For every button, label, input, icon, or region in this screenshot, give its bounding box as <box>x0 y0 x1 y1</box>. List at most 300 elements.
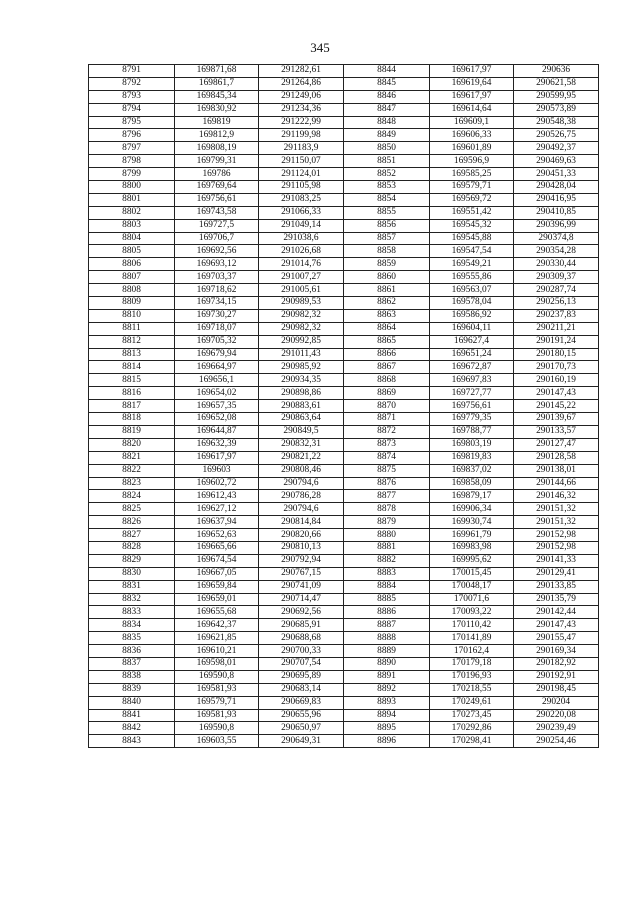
x-coordinate-cell: 169545,88 <box>430 232 514 245</box>
y-coordinate-cell: 290220,08 <box>514 709 599 722</box>
x-coordinate-cell: 170071,6 <box>430 593 514 606</box>
y-coordinate-cell: 290155,47 <box>514 632 599 645</box>
coordinates-table <box>88 64 599 748</box>
point-number-cell: 8834 <box>89 619 175 632</box>
table-row <box>89 142 599 155</box>
point-number-cell: 8875 <box>344 464 430 477</box>
table-row <box>89 529 599 542</box>
table-row <box>89 696 599 709</box>
x-coordinate-cell: 169667,05 <box>175 567 259 580</box>
x-coordinate-cell: 169812,9 <box>175 129 259 142</box>
point-number-cell: 8893 <box>344 696 430 709</box>
x-coordinate-cell: 169555,86 <box>430 271 514 284</box>
point-number-cell: 8836 <box>89 645 175 658</box>
x-coordinate-cell: 169590,8 <box>175 722 259 735</box>
table-row <box>89 567 599 580</box>
y-coordinate-cell: 291150,07 <box>259 155 344 168</box>
x-coordinate-cell: 169586,92 <box>430 309 514 322</box>
y-coordinate-cell: 290821,22 <box>259 451 344 464</box>
y-coordinate-cell: 290794,6 <box>259 503 344 516</box>
y-coordinate-cell: 290714,47 <box>259 593 344 606</box>
table-row <box>89 103 599 116</box>
x-coordinate-cell: 169819,83 <box>430 451 514 464</box>
x-coordinate-cell: 169706,7 <box>175 232 259 245</box>
x-coordinate-cell: 169837,02 <box>430 464 514 477</box>
y-coordinate-cell: 290192,91 <box>514 670 599 683</box>
point-number-cell: 8828 <box>89 541 175 554</box>
x-coordinate-cell: 169718,07 <box>175 322 259 335</box>
point-number-cell: 8886 <box>344 606 430 619</box>
x-coordinate-cell: 169727,77 <box>430 387 514 400</box>
point-number-cell: 8797 <box>89 142 175 155</box>
point-number-cell: 8837 <box>89 657 175 670</box>
y-coordinate-cell: 290849,5 <box>259 425 344 438</box>
x-coordinate-cell: 169551,42 <box>430 206 514 219</box>
y-coordinate-cell: 290133,85 <box>514 580 599 593</box>
point-number-cell: 8861 <box>344 284 430 297</box>
y-coordinate-cell: 290239,49 <box>514 722 599 735</box>
y-coordinate-cell: 290410,85 <box>514 206 599 219</box>
point-number-cell: 8813 <box>89 348 175 361</box>
y-coordinate-cell: 291014,76 <box>259 258 344 271</box>
x-coordinate-cell: 169609,1 <box>430 116 514 129</box>
point-number-cell: 8842 <box>89 722 175 735</box>
point-number-cell: 8867 <box>344 361 430 374</box>
point-number-cell: 8876 <box>344 477 430 490</box>
y-coordinate-cell: 291049,14 <box>259 219 344 232</box>
point-number-cell: 8824 <box>89 490 175 503</box>
x-coordinate-cell: 169803,19 <box>430 438 514 451</box>
y-coordinate-cell: 290685,91 <box>259 619 344 632</box>
point-number-cell: 8838 <box>89 670 175 683</box>
y-coordinate-cell: 290683,14 <box>259 683 344 696</box>
y-coordinate-cell: 290989,53 <box>259 297 344 310</box>
point-number-cell: 8866 <box>344 348 430 361</box>
point-number-cell: 8791 <box>89 65 175 78</box>
table-row <box>89 619 599 632</box>
point-number-cell: 8825 <box>89 503 175 516</box>
table-row <box>89 670 599 683</box>
x-coordinate-cell: 170273,45 <box>430 709 514 722</box>
table-row <box>89 709 599 722</box>
point-number-cell: 8858 <box>344 245 430 258</box>
point-number-cell: 8870 <box>344 400 430 413</box>
y-coordinate-cell: 290204 <box>514 696 599 709</box>
y-coordinate-cell: 290182,92 <box>514 657 599 670</box>
point-number-cell: 8891 <box>344 670 430 683</box>
point-number-cell: 8831 <box>89 580 175 593</box>
table-row <box>89 258 599 271</box>
y-coordinate-cell: 290820,66 <box>259 529 344 542</box>
x-coordinate-cell: 169756,61 <box>175 193 259 206</box>
x-coordinate-cell: 170162,4 <box>430 645 514 658</box>
point-number-cell: 8864 <box>344 322 430 335</box>
y-coordinate-cell: 290254,46 <box>514 735 599 748</box>
y-coordinate-cell: 291066,33 <box>259 206 344 219</box>
point-number-cell: 8895 <box>344 722 430 735</box>
x-coordinate-cell: 169743,58 <box>175 206 259 219</box>
y-coordinate-cell: 290832,31 <box>259 438 344 451</box>
x-coordinate-cell: 169621,85 <box>175 632 259 645</box>
y-coordinate-cell: 290416,95 <box>514 193 599 206</box>
x-coordinate-cell: 169652,08 <box>175 413 259 426</box>
point-number-cell: 8850 <box>344 142 430 155</box>
point-number-cell: 8872 <box>344 425 430 438</box>
point-number-cell: 8869 <box>344 387 430 400</box>
y-coordinate-cell: 290428,04 <box>514 181 599 194</box>
y-coordinate-cell: 290133,57 <box>514 425 599 438</box>
x-coordinate-cell: 169598,01 <box>175 657 259 670</box>
y-coordinate-cell: 290145,22 <box>514 400 599 413</box>
y-coordinate-cell: 290160,19 <box>514 374 599 387</box>
y-coordinate-cell: 290883,61 <box>259 400 344 413</box>
point-number-cell: 8846 <box>344 90 430 103</box>
point-number-cell: 8814 <box>89 361 175 374</box>
y-coordinate-cell: 291105,98 <box>259 181 344 194</box>
x-coordinate-cell: 169617,97 <box>430 90 514 103</box>
point-number-cell: 8857 <box>344 232 430 245</box>
x-coordinate-cell: 169617,97 <box>175 451 259 464</box>
table-row <box>89 400 599 413</box>
x-coordinate-cell: 170218,55 <box>430 683 514 696</box>
table-row <box>89 606 599 619</box>
coordinates-table-body <box>89 65 599 748</box>
table-row <box>89 116 599 129</box>
point-number-cell: 8853 <box>344 181 430 194</box>
table-row <box>89 245 599 258</box>
point-number-cell: 8880 <box>344 529 430 542</box>
x-coordinate-cell: 169657,35 <box>175 400 259 413</box>
y-coordinate-cell: 291183,9 <box>259 142 344 155</box>
table-row <box>89 541 599 554</box>
x-coordinate-cell: 169651,24 <box>430 348 514 361</box>
point-number-cell: 8811 <box>89 322 175 335</box>
table-row <box>89 65 599 78</box>
y-coordinate-cell: 290374,8 <box>514 232 599 245</box>
y-coordinate-cell: 290863,64 <box>259 413 344 426</box>
y-coordinate-cell: 290169,34 <box>514 645 599 658</box>
y-coordinate-cell: 290180,15 <box>514 348 599 361</box>
x-coordinate-cell: 169906,34 <box>430 503 514 516</box>
x-coordinate-cell: 169861,7 <box>175 77 259 90</box>
point-number-cell: 8823 <box>89 477 175 490</box>
y-coordinate-cell: 290526,75 <box>514 129 599 142</box>
table-row <box>89 387 599 400</box>
y-coordinate-cell: 291222,99 <box>259 116 344 129</box>
x-coordinate-cell: 169627,4 <box>430 335 514 348</box>
y-coordinate-cell: 290934,35 <box>259 374 344 387</box>
point-number-cell: 8816 <box>89 387 175 400</box>
x-coordinate-cell: 169858,09 <box>430 477 514 490</box>
table-row <box>89 271 599 284</box>
x-coordinate-cell: 169549,21 <box>430 258 514 271</box>
y-coordinate-cell: 291234,36 <box>259 103 344 116</box>
point-number-cell: 8800 <box>89 181 175 194</box>
x-coordinate-cell: 169692,56 <box>175 245 259 258</box>
table-row <box>89 284 599 297</box>
y-coordinate-cell: 291007,27 <box>259 271 344 284</box>
point-number-cell: 8835 <box>89 632 175 645</box>
point-number-cell: 8809 <box>89 297 175 310</box>
point-number-cell: 8851 <box>344 155 430 168</box>
point-number-cell: 8890 <box>344 657 430 670</box>
table-row <box>89 645 599 658</box>
y-coordinate-cell: 290142,44 <box>514 606 599 619</box>
x-coordinate-cell: 169642,37 <box>175 619 259 632</box>
point-number-cell: 8894 <box>344 709 430 722</box>
x-coordinate-cell: 169727,5 <box>175 219 259 232</box>
y-coordinate-cell: 290621,58 <box>514 77 599 90</box>
point-number-cell: 8855 <box>344 206 430 219</box>
y-coordinate-cell: 290152,98 <box>514 529 599 542</box>
point-number-cell: 8882 <box>344 554 430 567</box>
table-row <box>89 309 599 322</box>
x-coordinate-cell: 169579,71 <box>175 696 259 709</box>
y-coordinate-cell: 290695,89 <box>259 670 344 683</box>
table-row <box>89 297 599 310</box>
table-row <box>89 413 599 426</box>
point-number-cell: 8881 <box>344 541 430 554</box>
x-coordinate-cell: 169697,83 <box>430 374 514 387</box>
x-coordinate-cell: 169610,21 <box>175 645 259 658</box>
point-number-cell: 8833 <box>89 606 175 619</box>
y-coordinate-cell: 290786,28 <box>259 490 344 503</box>
point-number-cell: 8854 <box>344 193 430 206</box>
point-number-cell: 8819 <box>89 425 175 438</box>
y-coordinate-cell: 290287,74 <box>514 284 599 297</box>
y-coordinate-cell: 290198,45 <box>514 683 599 696</box>
point-number-cell: 8796 <box>89 129 175 142</box>
point-number-cell: 8863 <box>344 309 430 322</box>
point-number-cell: 8808 <box>89 284 175 297</box>
x-coordinate-cell: 169703,37 <box>175 271 259 284</box>
table-row <box>89 168 599 181</box>
x-coordinate-cell: 169619,64 <box>430 77 514 90</box>
y-coordinate-cell: 290144,66 <box>514 477 599 490</box>
x-coordinate-cell: 169604,11 <box>430 322 514 335</box>
x-coordinate-cell: 169845,34 <box>175 90 259 103</box>
point-number-cell: 8815 <box>89 374 175 387</box>
point-number-cell: 8887 <box>344 619 430 632</box>
y-coordinate-cell: 290649,31 <box>259 735 344 748</box>
page-number: 345 <box>310 40 330 55</box>
y-coordinate-cell: 290451,33 <box>514 168 599 181</box>
point-number-cell: 8795 <box>89 116 175 129</box>
x-coordinate-cell: 169799,31 <box>175 155 259 168</box>
x-coordinate-cell: 169632,39 <box>175 438 259 451</box>
point-number-cell: 8896 <box>344 735 430 748</box>
x-coordinate-cell: 169644,87 <box>175 425 259 438</box>
x-coordinate-cell: 169606,33 <box>430 129 514 142</box>
table-row <box>89 683 599 696</box>
point-number-cell: 8879 <box>344 516 430 529</box>
point-number-cell: 8889 <box>344 645 430 658</box>
point-number-cell: 8874 <box>344 451 430 464</box>
point-number-cell: 8806 <box>89 258 175 271</box>
y-coordinate-cell: 290669,83 <box>259 696 344 709</box>
x-coordinate-cell: 170110,42 <box>430 619 514 632</box>
table-row <box>89 477 599 490</box>
table-row <box>89 206 599 219</box>
point-number-cell: 8821 <box>89 451 175 464</box>
x-coordinate-cell: 170196,93 <box>430 670 514 683</box>
point-number-cell: 8843 <box>89 735 175 748</box>
point-number-cell: 8802 <box>89 206 175 219</box>
y-coordinate-cell: 290354,28 <box>514 245 599 258</box>
x-coordinate-cell: 169654,02 <box>175 387 259 400</box>
x-coordinate-cell: 169578,04 <box>430 297 514 310</box>
x-coordinate-cell: 169674,54 <box>175 554 259 567</box>
y-coordinate-cell: 290700,33 <box>259 645 344 658</box>
x-coordinate-cell: 170141,89 <box>430 632 514 645</box>
y-coordinate-cell: 290992,85 <box>259 335 344 348</box>
point-number-cell: 8865 <box>344 335 430 348</box>
point-number-cell: 8793 <box>89 90 175 103</box>
y-coordinate-cell: 291011,43 <box>259 348 344 361</box>
point-number-cell: 8812 <box>89 335 175 348</box>
x-coordinate-cell: 169786 <box>175 168 259 181</box>
y-coordinate-cell: 290792,94 <box>259 554 344 567</box>
y-coordinate-cell: 290330,44 <box>514 258 599 271</box>
x-coordinate-cell: 169581,93 <box>175 683 259 696</box>
table-row <box>89 361 599 374</box>
point-number-cell: 8888 <box>344 632 430 645</box>
table-row <box>89 490 599 503</box>
point-number-cell: 8822 <box>89 464 175 477</box>
y-coordinate-cell: 291264,86 <box>259 77 344 90</box>
x-coordinate-cell: 169871,68 <box>175 65 259 78</box>
table-row <box>89 503 599 516</box>
point-number-cell: 8799 <box>89 168 175 181</box>
point-number-cell: 8829 <box>89 554 175 567</box>
y-coordinate-cell: 290650,97 <box>259 722 344 735</box>
y-coordinate-cell: 291124,01 <box>259 168 344 181</box>
point-number-cell: 8805 <box>89 245 175 258</box>
point-number-cell: 8841 <box>89 709 175 722</box>
point-number-cell: 8860 <box>344 271 430 284</box>
x-coordinate-cell: 169545,32 <box>430 219 514 232</box>
x-coordinate-cell: 169718,62 <box>175 284 259 297</box>
point-number-cell: 8798 <box>89 155 175 168</box>
table-row <box>89 155 599 168</box>
y-coordinate-cell: 290655,96 <box>259 709 344 722</box>
y-coordinate-cell: 290492,37 <box>514 142 599 155</box>
x-coordinate-cell: 169679,94 <box>175 348 259 361</box>
x-coordinate-cell: 170298,41 <box>430 735 514 748</box>
table-row <box>89 374 599 387</box>
y-coordinate-cell: 290767,15 <box>259 567 344 580</box>
x-coordinate-cell: 170048,17 <box>430 580 514 593</box>
y-coordinate-cell: 290237,83 <box>514 309 599 322</box>
y-coordinate-cell: 290135,79 <box>514 593 599 606</box>
x-coordinate-cell: 169617,97 <box>430 65 514 78</box>
x-coordinate-cell: 169983,98 <box>430 541 514 554</box>
table-row <box>89 451 599 464</box>
y-coordinate-cell: 291249,06 <box>259 90 344 103</box>
point-number-cell: 8845 <box>344 77 430 90</box>
x-coordinate-cell: 169585,25 <box>430 168 514 181</box>
x-coordinate-cell: 170249,61 <box>430 696 514 709</box>
x-coordinate-cell: 169879,17 <box>430 490 514 503</box>
point-number-cell: 8849 <box>344 129 430 142</box>
x-coordinate-cell: 169808,19 <box>175 142 259 155</box>
x-coordinate-cell: 169756,61 <box>430 400 514 413</box>
y-coordinate-cell: 290982,32 <box>259 322 344 335</box>
x-coordinate-cell: 169547,54 <box>430 245 514 258</box>
x-coordinate-cell: 170292,86 <box>430 722 514 735</box>
y-coordinate-cell: 290599,95 <box>514 90 599 103</box>
table-row <box>89 322 599 335</box>
y-coordinate-cell: 290147,43 <box>514 387 599 400</box>
point-number-cell: 8856 <box>344 219 430 232</box>
y-coordinate-cell: 290814,84 <box>259 516 344 529</box>
y-coordinate-cell: 290147,43 <box>514 619 599 632</box>
point-number-cell: 8873 <box>344 438 430 451</box>
y-coordinate-cell: 290139,67 <box>514 413 599 426</box>
x-coordinate-cell: 169601,89 <box>430 142 514 155</box>
x-coordinate-cell: 169830,92 <box>175 103 259 116</box>
y-coordinate-cell: 290256,13 <box>514 297 599 310</box>
point-number-cell: 8792 <box>89 77 175 90</box>
point-number-cell: 8840 <box>89 696 175 709</box>
x-coordinate-cell: 169563,07 <box>430 284 514 297</box>
y-coordinate-cell: 291038,6 <box>259 232 344 245</box>
x-coordinate-cell: 169579,71 <box>430 181 514 194</box>
x-coordinate-cell: 169705,32 <box>175 335 259 348</box>
x-coordinate-cell: 169612,43 <box>175 490 259 503</box>
y-coordinate-cell: 290128,58 <box>514 451 599 464</box>
point-number-cell: 8844 <box>344 65 430 78</box>
point-number-cell: 8839 <box>89 683 175 696</box>
point-number-cell: 8877 <box>344 490 430 503</box>
point-number-cell: 8807 <box>89 271 175 284</box>
y-coordinate-cell: 290573,89 <box>514 103 599 116</box>
x-coordinate-cell: 169652,63 <box>175 529 259 542</box>
point-number-cell: 8883 <box>344 567 430 580</box>
point-number-cell: 8803 <box>89 219 175 232</box>
x-coordinate-cell: 169596,9 <box>430 155 514 168</box>
point-number-cell: 8830 <box>89 567 175 580</box>
point-number-cell: 8794 <box>89 103 175 116</box>
y-coordinate-cell: 290151,32 <box>514 503 599 516</box>
y-coordinate-cell: 291083,25 <box>259 193 344 206</box>
table-row <box>89 181 599 194</box>
point-number-cell: 8801 <box>89 193 175 206</box>
y-coordinate-cell: 290129,41 <box>514 567 599 580</box>
y-coordinate-cell: 290469,63 <box>514 155 599 168</box>
y-coordinate-cell: 290146,32 <box>514 490 599 503</box>
x-coordinate-cell: 169734,15 <box>175 297 259 310</box>
point-number-cell: 8868 <box>344 374 430 387</box>
x-coordinate-cell: 169664,97 <box>175 361 259 374</box>
x-coordinate-cell: 169569,72 <box>430 193 514 206</box>
table-row <box>89 348 599 361</box>
y-coordinate-cell: 291199,98 <box>259 129 344 142</box>
y-coordinate-cell: 291282,61 <box>259 65 344 78</box>
table-row <box>89 735 599 748</box>
y-coordinate-cell: 290309,37 <box>514 271 599 284</box>
x-coordinate-cell: 170015,45 <box>430 567 514 580</box>
y-coordinate-cell: 290985,92 <box>259 361 344 374</box>
y-coordinate-cell: 290141,33 <box>514 554 599 567</box>
x-coordinate-cell: 170093,22 <box>430 606 514 619</box>
y-coordinate-cell: 290707,54 <box>259 657 344 670</box>
point-number-cell: 8884 <box>344 580 430 593</box>
table-row <box>89 425 599 438</box>
table-row <box>89 219 599 232</box>
table-row <box>89 335 599 348</box>
x-coordinate-cell: 169659,01 <box>175 593 259 606</box>
